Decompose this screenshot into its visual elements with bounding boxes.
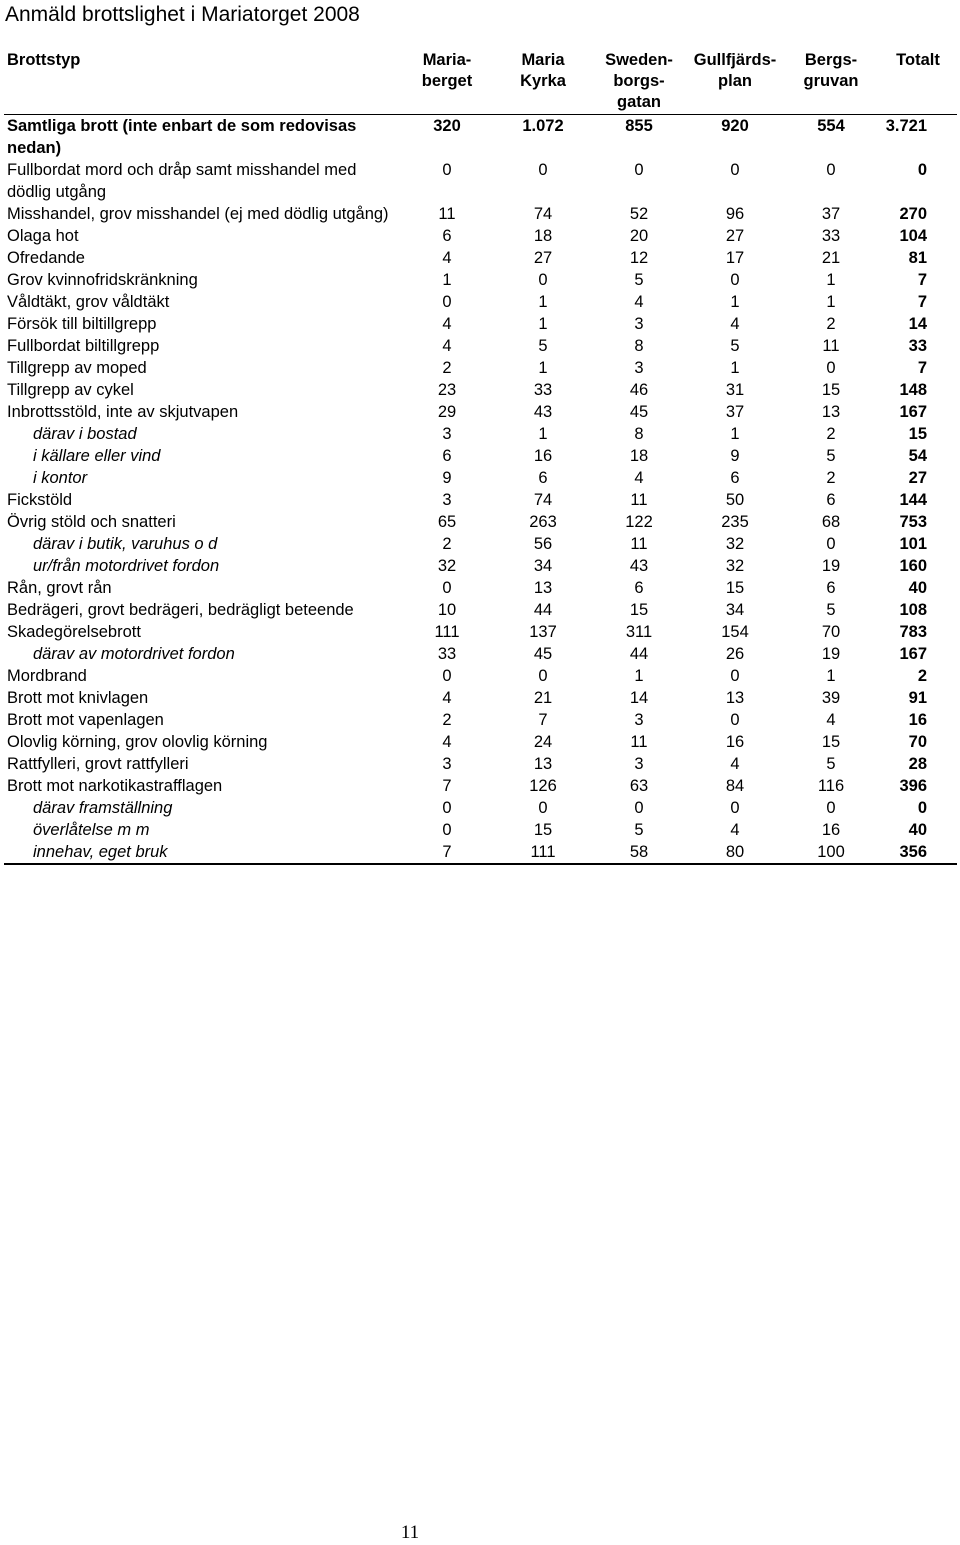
total-cell: 3.721 <box>885 117 927 135</box>
value-cell: 0 <box>730 271 740 289</box>
column-header: Gullfjärds- plan <box>693 51 777 90</box>
value-cell: 11 <box>438 205 456 223</box>
total-cell: 101 <box>899 535 927 553</box>
table-body <box>4 115 957 865</box>
value-cell: 5 <box>826 447 836 465</box>
crime-type-label: Inbrottsstöld, inte av skjutvapen <box>7 403 239 421</box>
total-cell: 27 <box>908 469 927 487</box>
table-row <box>4 247 957 269</box>
value-cell: 2 <box>442 535 452 553</box>
total-cell: 160 <box>899 557 927 575</box>
total-cell: 167 <box>899 645 927 663</box>
value-cell: 0 <box>442 821 452 839</box>
value-cell: 84 <box>725 777 745 795</box>
crime-type-label: i källare eller vind <box>33 447 161 465</box>
value-cell: 9 <box>442 469 452 487</box>
crime-type-label: Fickstöld <box>7 491 73 509</box>
value-cell: 0 <box>634 161 644 179</box>
crime-type-label: Olaga hot <box>7 227 79 245</box>
total-cell: 16 <box>908 711 927 729</box>
table-row <box>4 291 957 313</box>
value-cell: 3 <box>634 755 644 773</box>
value-cell: 4 <box>442 337 452 355</box>
table-row <box>4 599 957 621</box>
value-cell: 116 <box>817 777 845 795</box>
total-cell: 7 <box>917 293 927 311</box>
total-cell: 167 <box>899 403 927 421</box>
value-cell: 1 <box>538 293 548 311</box>
value-cell: 29 <box>437 403 457 421</box>
crime-type-label: Brott mot vapenlagen <box>7 711 164 729</box>
value-cell: 96 <box>725 205 745 223</box>
value-cell: 4 <box>634 469 644 487</box>
value-cell: 0 <box>538 667 548 685</box>
crime-type-label: ur/från motordrivet fordon <box>33 557 220 575</box>
value-cell: 13 <box>821 403 841 421</box>
value-cell: 0 <box>730 667 740 685</box>
table-row <box>4 577 957 599</box>
table-row <box>4 775 957 797</box>
value-cell: 13 <box>533 579 553 597</box>
value-cell: 1 <box>826 293 836 311</box>
value-cell: 4 <box>730 315 740 333</box>
value-cell: 15 <box>533 821 553 839</box>
table-row <box>4 555 957 577</box>
value-cell: 100 <box>817 843 845 861</box>
value-cell: 18 <box>533 227 553 245</box>
value-cell: 19 <box>821 557 841 575</box>
total-cell: 148 <box>899 381 927 399</box>
value-cell: 235 <box>721 513 749 531</box>
value-cell: 24 <box>533 733 553 751</box>
crime-type-label: Övrig stöld och snatteri <box>7 513 176 531</box>
crime-type-label: Olovlig körning, grov olovlig körning <box>7 733 268 751</box>
value-cell: 7 <box>442 777 452 795</box>
column-header: Bergs- gruvan <box>803 51 859 90</box>
column-header: Sweden- borgs- gatan <box>605 51 673 111</box>
value-cell: 2 <box>826 425 836 443</box>
crime-type-label: Försök till biltillgrepp <box>7 315 157 333</box>
table-row <box>4 709 957 731</box>
table-row <box>4 401 957 423</box>
crime-type-label: innehav, eget bruk <box>33 843 168 861</box>
table-row <box>4 731 957 753</box>
value-cell: 27 <box>725 227 745 245</box>
table-row <box>4 665 957 687</box>
total-cell: 7 <box>917 359 927 377</box>
value-cell: 18 <box>629 447 649 465</box>
value-cell: 2 <box>826 315 836 333</box>
value-cell: 4 <box>634 293 644 311</box>
value-cell: 74 <box>533 205 553 223</box>
value-cell: 5 <box>730 337 740 355</box>
crime-type-label: Tillgrepp av moped <box>7 359 147 377</box>
value-cell: 1 <box>826 271 836 289</box>
value-cell: 3 <box>442 755 452 773</box>
value-cell: 16 <box>725 733 745 751</box>
value-cell: 0 <box>826 535 836 553</box>
value-cell: 1.072 <box>522 117 564 135</box>
crime-type-label: Bedrägeri, grovt bedrägeri, bedrägligt beteende <box>7 601 354 619</box>
value-cell: 554 <box>817 117 845 135</box>
value-cell: 0 <box>634 799 644 817</box>
table-row <box>4 533 957 555</box>
value-cell: 39 <box>821 689 841 707</box>
total-cell: 40 <box>908 579 927 597</box>
value-cell: 4 <box>442 249 452 267</box>
value-cell: 0 <box>538 161 548 179</box>
value-cell: 122 <box>625 513 653 531</box>
value-cell: 20 <box>629 227 649 245</box>
crime-type-label: därav i butik, varuhus o d <box>33 535 218 553</box>
value-cell: 6 <box>826 579 836 597</box>
value-cell: 14 <box>629 689 649 707</box>
total-cell: 7 <box>917 271 927 289</box>
value-cell: 6 <box>634 579 644 597</box>
column-header: Totalt <box>896 51 940 69</box>
value-cell: 21 <box>821 249 841 267</box>
table-row <box>4 313 957 335</box>
crime-type-label: Rattfylleri, grovt rattfylleri <box>7 755 189 773</box>
table-row <box>4 203 957 225</box>
total-cell: 396 <box>899 777 927 795</box>
value-cell: 0 <box>826 359 836 377</box>
table-row <box>4 621 957 643</box>
value-cell: 45 <box>629 403 649 421</box>
value-cell: 44 <box>533 601 553 619</box>
total-cell: 356 <box>899 843 927 861</box>
value-cell: 6 <box>442 447 452 465</box>
value-cell: 0 <box>826 161 836 179</box>
value-cell: 311 <box>625 623 653 641</box>
value-cell: 5 <box>538 337 548 355</box>
value-cell: 44 <box>629 645 649 663</box>
value-cell: 21 <box>533 689 553 707</box>
value-cell: 6 <box>730 469 740 487</box>
total-cell: 33 <box>908 337 927 355</box>
crime-type-label: Brott mot knivlagen <box>7 689 149 707</box>
value-cell: 37 <box>821 205 841 223</box>
value-cell: 0 <box>538 271 548 289</box>
table-row <box>4 511 957 533</box>
value-cell: 0 <box>730 161 740 179</box>
value-cell: 15 <box>629 601 649 619</box>
value-cell: 5 <box>826 755 836 773</box>
value-cell: 111 <box>530 843 556 861</box>
total-cell: 270 <box>899 205 927 223</box>
value-cell: 1 <box>538 315 548 333</box>
value-cell: 45 <box>533 645 553 663</box>
value-cell: 2 <box>826 469 836 487</box>
page-title: Anmäld brottslighet i Mariatorget 2008 <box>5 3 360 26</box>
value-cell: 7 <box>538 711 548 729</box>
value-cell: 16 <box>821 821 841 839</box>
crime-type-label: därav i bostad <box>33 425 137 443</box>
value-cell: 15 <box>821 381 841 399</box>
total-cell: 15 <box>908 425 927 443</box>
crime-type-label: Misshandel, grov misshandel (ej med dödlig utgång) <box>7 205 389 223</box>
crime-type-label: därav av motordrivet fordon <box>33 645 235 663</box>
total-cell: 144 <box>899 491 927 509</box>
table-header <box>4 48 957 115</box>
value-cell: 4 <box>826 711 836 729</box>
page-number: 11 <box>400 1522 420 1543</box>
value-cell: 11 <box>630 733 648 751</box>
value-cell: 32 <box>437 557 457 575</box>
value-cell: 23 <box>437 381 457 399</box>
value-cell: 12 <box>629 249 649 267</box>
table-row <box>4 687 957 709</box>
crime-type-label: Samtliga brott (inte enbart de som redovisas nedan) <box>7 117 357 157</box>
column-header: Maria Kyrka <box>520 51 566 90</box>
crime-statistics-table <box>4 48 957 865</box>
table-row <box>4 489 957 511</box>
value-cell: 11 <box>630 491 648 509</box>
value-cell: 13 <box>725 689 745 707</box>
crime-type-label: Fullbordat biltillgrepp <box>7 337 160 355</box>
value-cell: 4 <box>730 821 740 839</box>
crime-type-label: Grov kvinnofridskränkning <box>7 271 198 289</box>
value-cell: 4 <box>442 733 452 751</box>
table-row <box>4 643 957 665</box>
crime-type-label: Skadegörelsebrott <box>7 623 141 641</box>
header-row <box>4 48 957 115</box>
value-cell: 7 <box>442 843 452 861</box>
value-cell: 855 <box>625 117 653 135</box>
value-cell: 4 <box>442 689 452 707</box>
value-cell: 52 <box>629 205 649 223</box>
value-cell: 1 <box>538 425 548 443</box>
value-cell: 74 <box>533 491 553 509</box>
table-row <box>4 841 957 864</box>
total-cell: 2 <box>917 667 927 685</box>
value-cell: 63 <box>629 777 649 795</box>
column-header-crime-type: Brottstyp <box>7 51 81 69</box>
value-cell: 31 <box>725 381 745 399</box>
value-cell: 0 <box>730 711 740 729</box>
table-row <box>4 269 957 291</box>
table-row <box>4 159 957 203</box>
value-cell: 43 <box>533 403 553 421</box>
value-cell: 4 <box>730 755 740 773</box>
value-cell: 154 <box>721 623 749 641</box>
value-cell: 3 <box>442 425 452 443</box>
value-cell: 26 <box>725 645 745 663</box>
value-cell: 8 <box>634 337 644 355</box>
value-cell: 1 <box>826 667 836 685</box>
total-cell: 54 <box>908 447 927 465</box>
value-cell: 8 <box>634 425 644 443</box>
total-cell: 91 <box>908 689 927 707</box>
crime-type-label: Mordbrand <box>7 667 87 685</box>
value-cell: 111 <box>434 623 460 641</box>
total-cell: 40 <box>908 821 927 839</box>
total-cell: 28 <box>908 755 927 773</box>
value-cell: 0 <box>826 799 836 817</box>
value-cell: 4 <box>442 315 452 333</box>
crime-type-label: Brott mot narkotikastrafflagen <box>7 777 223 795</box>
value-cell: 1 <box>634 667 644 685</box>
value-cell: 3 <box>634 315 644 333</box>
value-cell: 17 <box>725 249 745 267</box>
value-cell: 19 <box>821 645 841 663</box>
value-cell: 3 <box>442 491 452 509</box>
value-cell: 15 <box>725 579 745 597</box>
value-cell: 320 <box>433 117 461 135</box>
table-row <box>4 753 957 775</box>
value-cell: 27 <box>533 249 553 267</box>
value-cell: 0 <box>442 293 452 311</box>
value-cell: 11 <box>630 535 648 553</box>
value-cell: 5 <box>634 271 644 289</box>
total-cell: 70 <box>908 733 927 751</box>
crime-type-label: Fullbordat mord och dråp samt misshandel med dödlig utgång <box>7 161 357 201</box>
value-cell: 15 <box>821 733 841 751</box>
value-cell: 34 <box>533 557 553 575</box>
value-cell: 3 <box>634 359 644 377</box>
value-cell: 1 <box>442 271 452 289</box>
table-row <box>4 423 957 445</box>
total-cell: 81 <box>908 249 927 267</box>
crime-type-label: därav framställning <box>33 799 173 817</box>
total-cell: 14 <box>908 315 927 333</box>
value-cell: 34 <box>725 601 745 619</box>
value-cell: 0 <box>442 579 452 597</box>
value-cell: 32 <box>725 557 745 575</box>
value-cell: 37 <box>725 403 745 421</box>
value-cell: 1 <box>730 425 740 443</box>
value-cell: 33 <box>533 381 553 399</box>
value-cell: 126 <box>529 777 557 795</box>
column-header: Maria- berget <box>421 51 473 90</box>
value-cell: 32 <box>725 535 745 553</box>
value-cell: 5 <box>826 601 836 619</box>
value-cell: 58 <box>629 843 649 861</box>
value-cell: 10 <box>437 601 457 619</box>
total-cell: 108 <box>899 601 927 619</box>
value-cell: 33 <box>437 645 457 663</box>
value-cell: 263 <box>529 513 557 531</box>
value-cell: 6 <box>826 491 836 509</box>
crime-type-label: Rån, grovt rån <box>7 579 112 597</box>
value-cell: 0 <box>442 667 452 685</box>
table-row <box>4 225 957 247</box>
value-cell: 11 <box>822 337 840 355</box>
value-cell: 0 <box>730 799 740 817</box>
value-cell: 5 <box>634 821 644 839</box>
value-cell: 2 <box>442 359 452 377</box>
table-row <box>4 467 957 489</box>
value-cell: 3 <box>634 711 644 729</box>
crime-type-label: Våldtäkt, grov våldtäkt <box>7 293 170 311</box>
table-row <box>4 379 957 401</box>
value-cell: 70 <box>821 623 841 641</box>
value-cell: 33 <box>821 227 841 245</box>
value-cell: 6 <box>538 469 548 487</box>
value-cell: 9 <box>730 447 740 465</box>
value-cell: 1 <box>538 359 548 377</box>
crime-type-label: Tillgrepp av cykel <box>7 381 134 399</box>
value-cell: 920 <box>721 117 749 135</box>
crime-type-label: överlåtelse m m <box>33 821 150 839</box>
table-row <box>4 797 957 819</box>
crime-type-label: Ofredande <box>7 249 85 267</box>
total-cell: 783 <box>899 623 927 641</box>
value-cell: 65 <box>437 513 457 531</box>
value-cell: 1 <box>730 359 740 377</box>
table-row <box>4 819 957 841</box>
total-cell: 104 <box>899 227 927 245</box>
value-cell: 137 <box>529 623 557 641</box>
value-cell: 43 <box>629 557 649 575</box>
total-cell: 0 <box>917 161 927 179</box>
table-row <box>4 335 957 357</box>
value-cell: 0 <box>442 161 452 179</box>
value-cell: 68 <box>821 513 841 531</box>
value-cell: 0 <box>442 799 452 817</box>
value-cell: 0 <box>538 799 548 817</box>
table-row <box>4 445 957 467</box>
value-cell: 13 <box>533 755 553 773</box>
total-cell: 753 <box>899 513 927 531</box>
crime-type-label: i kontor <box>33 469 88 487</box>
value-cell: 1 <box>730 293 740 311</box>
value-cell: 50 <box>725 491 745 509</box>
value-cell: 56 <box>533 535 553 553</box>
value-cell: 2 <box>442 711 452 729</box>
total-cell: 0 <box>917 799 927 817</box>
value-cell: 80 <box>725 843 745 861</box>
value-cell: 6 <box>442 227 452 245</box>
table-row <box>4 115 957 160</box>
value-cell: 46 <box>629 381 649 399</box>
table-row <box>4 357 957 379</box>
value-cell: 16 <box>533 447 553 465</box>
